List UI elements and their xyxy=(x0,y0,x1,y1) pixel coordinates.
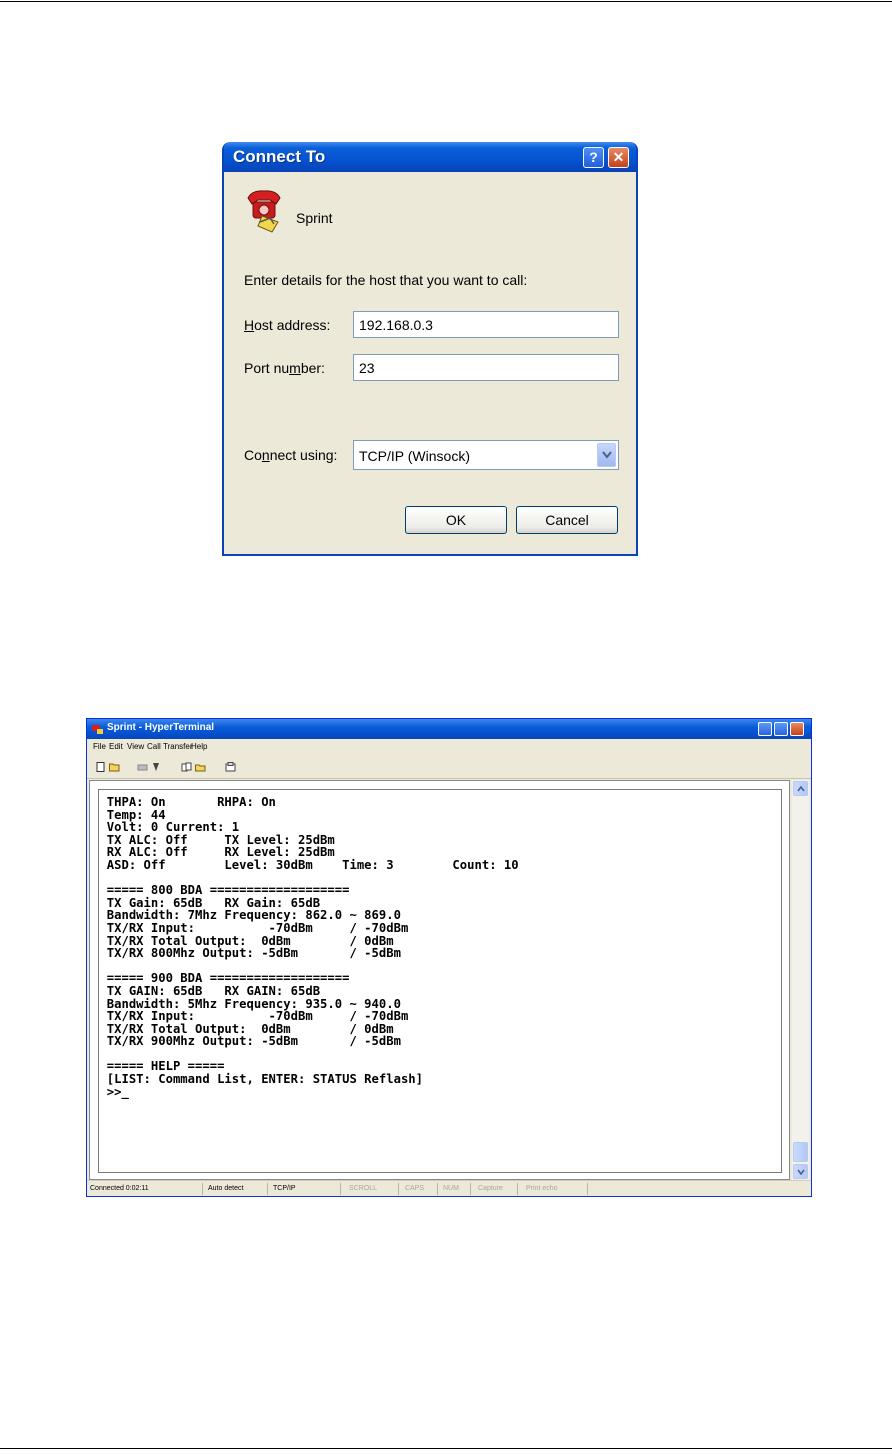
send-icon[interactable] xyxy=(181,762,192,772)
window-close-button[interactable] xyxy=(790,722,804,736)
connect-using-select[interactable] xyxy=(353,440,619,470)
port-number-label: Port number: xyxy=(244,360,325,376)
help-button[interactable]: ? xyxy=(583,147,604,168)
top-rule xyxy=(0,1,892,2)
host-address-input[interactable]: 192.168.0.3 xyxy=(353,311,619,338)
open-icon[interactable] xyxy=(109,762,120,772)
menu-view[interactable]: View xyxy=(127,742,145,751)
terminal-area[interactable] xyxy=(89,780,790,1180)
terminal-line: Bandwidth: 5Mhz Frequency: 935.0 ~ 940.0 xyxy=(106,995,401,1011)
disconnect-icon[interactable] xyxy=(137,762,148,772)
minimize-button[interactable] xyxy=(758,722,772,736)
vertical-scrollbar[interactable] xyxy=(792,780,809,1180)
terminal-line: ===== HELP ===== xyxy=(106,1058,225,1074)
dial-icon[interactable] xyxy=(151,762,162,772)
terminal-line: >>_ xyxy=(106,1083,129,1099)
connect-to-dialog xyxy=(222,142,638,556)
terminal-screen[interactable] xyxy=(98,789,782,1173)
terminal-output xyxy=(99,790,761,1098)
terminal-line: Bandwidth: 7Mhz Frequency: 862.0 ~ 869.0 xyxy=(106,907,401,923)
ok-button[interactable]: OK xyxy=(405,506,507,534)
new-icon[interactable] xyxy=(95,762,106,772)
bottom-rule xyxy=(0,1448,892,1449)
terminal-line: THPA: On RHPA: On xyxy=(106,794,276,809)
terminal-line: TX/RX Input: -70dBm / -70dBm xyxy=(106,919,409,935)
toolbar xyxy=(87,756,811,779)
menu-bar xyxy=(87,739,811,755)
scroll-down-button[interactable] xyxy=(793,1164,808,1179)
menu-help[interactable]: Help xyxy=(191,742,208,751)
terminal-line: ASD: Off Level: 30dBm Time: 3 Count: 10 xyxy=(106,856,519,872)
host-address-label: Host address: xyxy=(244,317,331,333)
terminal-line: RX ALC: Off RX Level: 25dBm xyxy=(106,844,335,860)
chevron-down-icon[interactable] xyxy=(597,443,616,467)
status-detect: Auto detect xyxy=(208,1185,244,1192)
status-print-echo: Print echo xyxy=(526,1185,558,1192)
terminal-line: TX/RX Total Output: 0dBm / 0dBm xyxy=(106,932,394,948)
terminal-line: Volt: 0 Current: 1 xyxy=(106,819,240,835)
hyperterminal-window xyxy=(86,718,812,1197)
status-capture: Capture xyxy=(478,1185,503,1192)
connect-using-value: TCP/IP (Winsock) xyxy=(359,448,470,464)
menu-edit[interactable]: Edit xyxy=(109,742,123,751)
terminal-line: ===== 800 BDA =================== xyxy=(106,882,350,898)
status-bar xyxy=(87,1180,811,1197)
menu-call[interactable]: Call xyxy=(147,742,161,751)
status-caps: CAPS xyxy=(405,1185,425,1192)
menu-file[interactable]: File xyxy=(93,742,106,751)
instructions-text: Enter details for the host that you want to call: xyxy=(244,272,528,288)
terminal-line: ===== 900 BDA =================== xyxy=(106,970,350,986)
window-title-bar[interactable] xyxy=(87,719,811,739)
terminal-line: TX Gain: 65dB RX Gain: 65dB xyxy=(106,894,321,910)
status-num: NUM xyxy=(443,1185,459,1192)
properties-icon[interactable] xyxy=(225,762,236,772)
terminal-line: TX GAIN: 65dB RX GAIN: 65dB xyxy=(106,982,321,998)
maximize-button[interactable] xyxy=(774,722,788,736)
app-icon xyxy=(91,722,104,735)
scroll-thumb[interactable] xyxy=(793,1142,808,1162)
menu-transfer[interactable]: Transfer xyxy=(163,742,193,751)
terminal-line: [LIST: Command List, ENTER: STATUS Reflash] xyxy=(106,1071,424,1087)
terminal-line: Temp: 44 xyxy=(106,806,166,822)
cancel-button[interactable]: Cancel xyxy=(516,506,618,534)
terminal-line: TX/RX Input: -70dBm / -70dBm xyxy=(106,1008,409,1024)
terminal-line: TX/RX 900Mhz Output: -5dBm / -5dBm xyxy=(106,1033,401,1049)
dialog-title-bar[interactable] xyxy=(222,142,638,172)
close-button[interactable]: ✕ xyxy=(608,147,629,168)
connection-name: Sprint xyxy=(296,210,333,226)
port-number-input[interactable]: 23 xyxy=(353,354,619,381)
receive-icon[interactable] xyxy=(195,762,206,772)
terminal-line: TX/RX Total Output: 0dBm / 0dBm xyxy=(106,1020,394,1036)
status-scroll: SCROLL xyxy=(349,1185,378,1192)
terminal-line: TX ALC: Off TX Level: 25dBm xyxy=(106,831,335,847)
terminal-line: TX/RX 800Mhz Output: -5dBm / -5dBm xyxy=(106,945,401,961)
window-title: Sprint - HyperTerminal xyxy=(107,722,215,733)
status-protocol: TCP/IP xyxy=(273,1185,296,1192)
dialog-title: Connect To xyxy=(233,147,326,166)
telephone-icon xyxy=(244,188,284,234)
status-connected: Connected 0:02:11 xyxy=(90,1185,149,1192)
scroll-up-button[interactable] xyxy=(793,781,808,796)
connect-using-label: Connect using: xyxy=(244,447,338,463)
